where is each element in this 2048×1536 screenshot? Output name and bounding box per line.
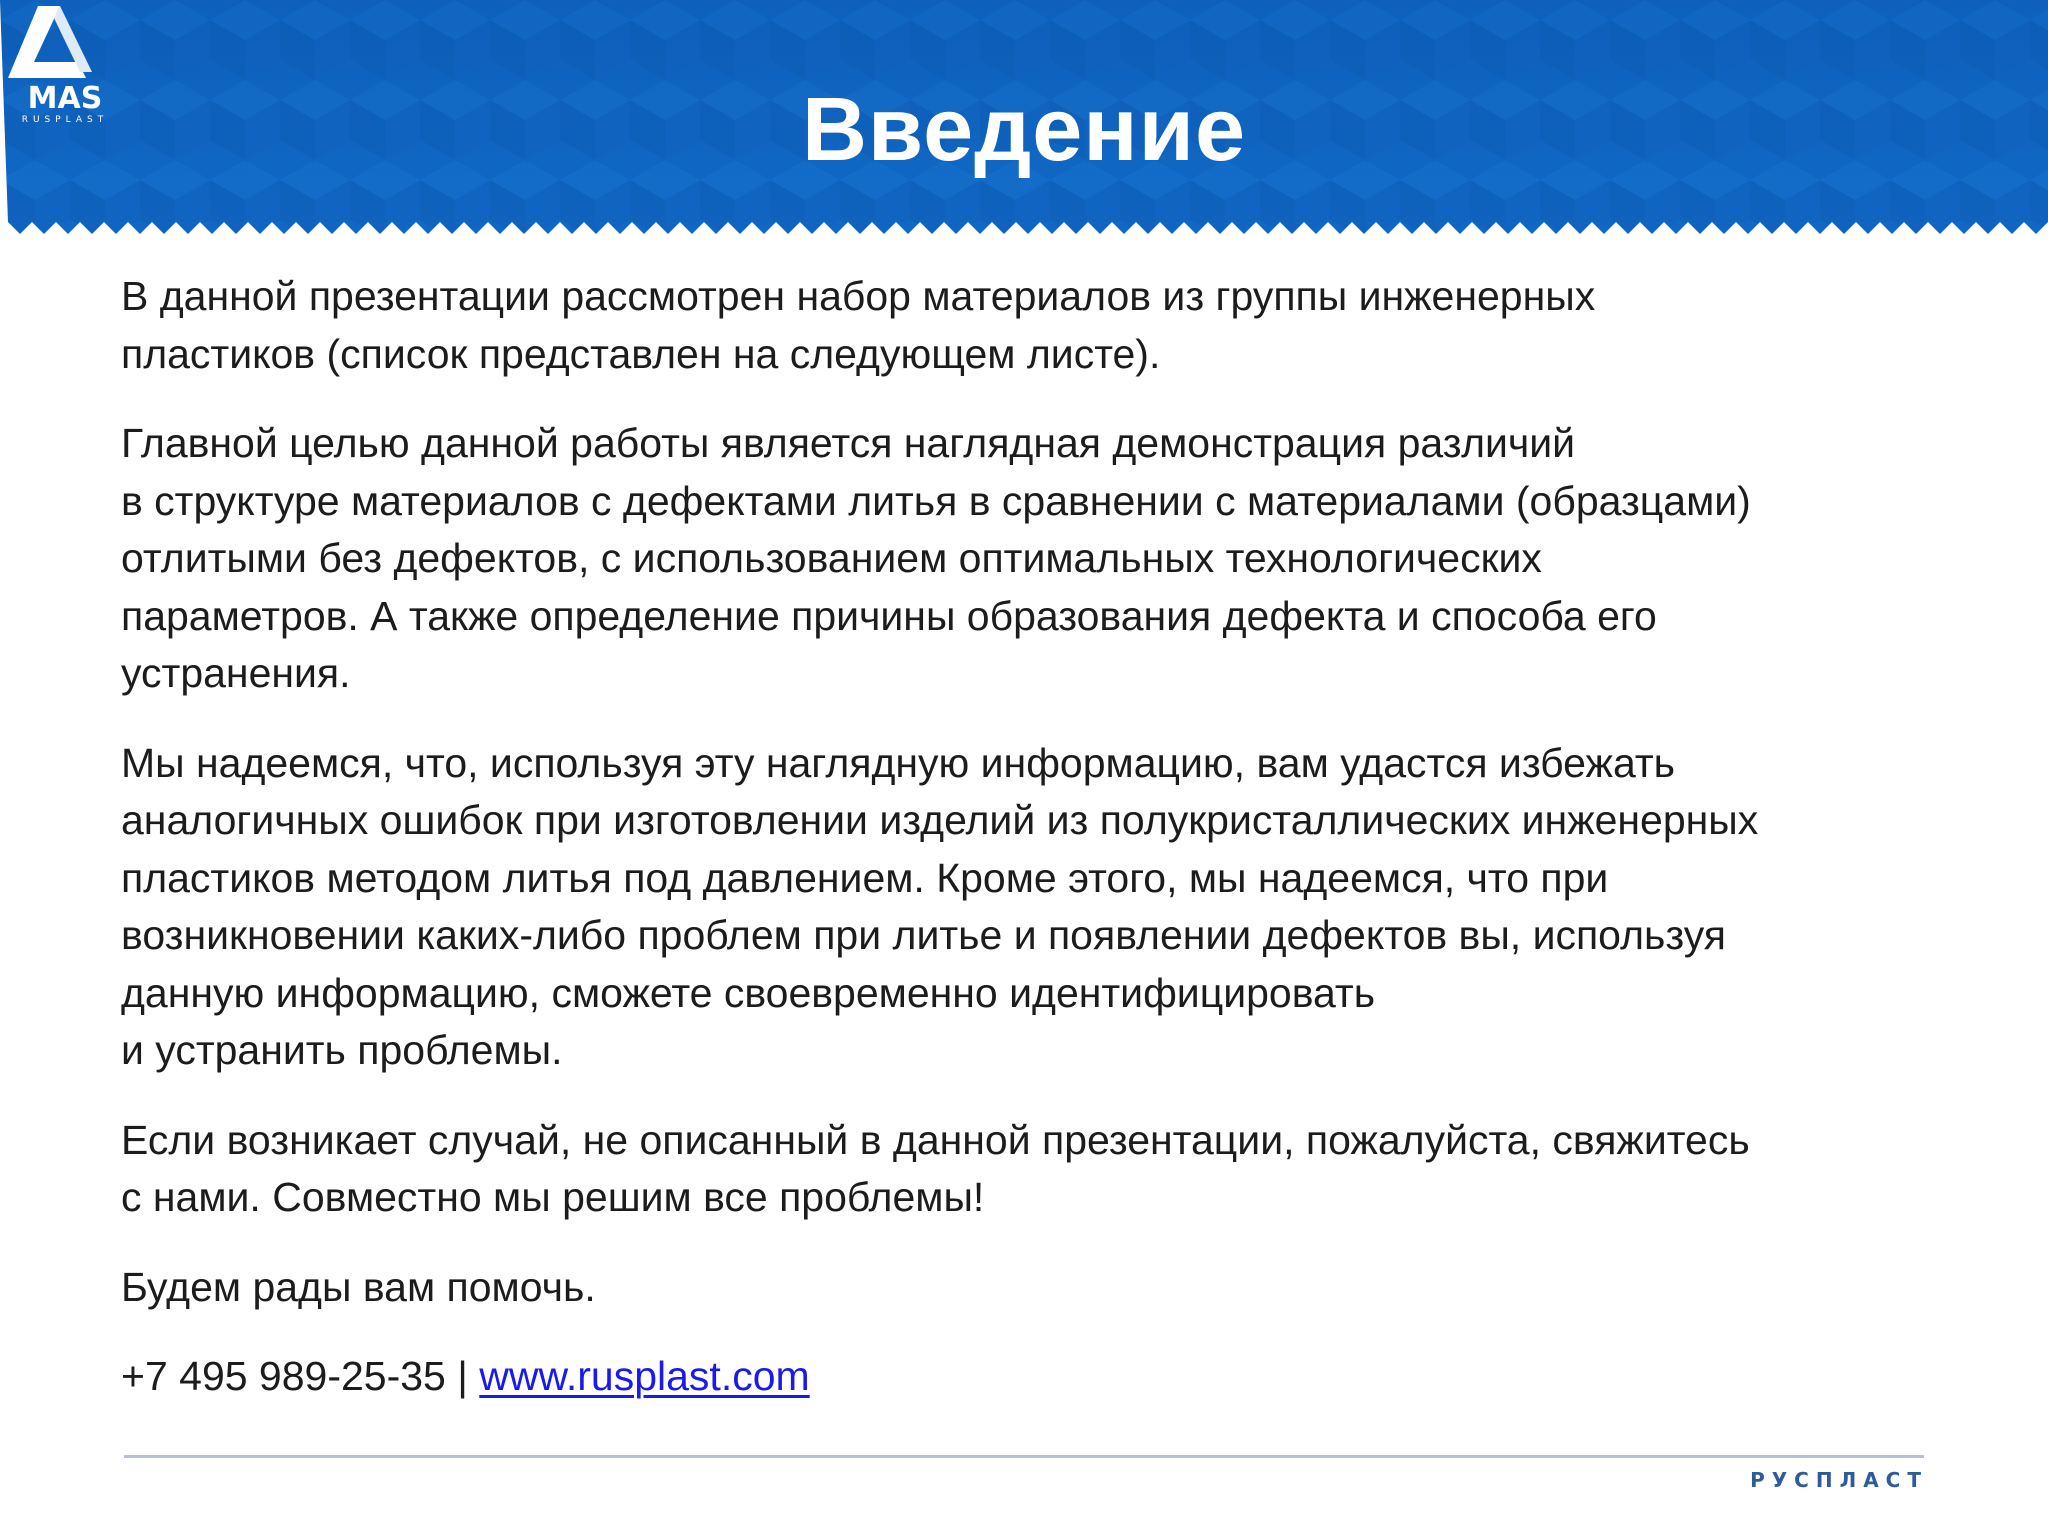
page-title-text: Введение xyxy=(801,80,1247,180)
paragraph-contact-us: Если возникает случай, не описанный в данной презентации, пожалуйста, свяжитесь с нами. Совместно мы решим все проблемы! xyxy=(121,1116,1750,1220)
website-link[interactable]: www.rusplast.com xyxy=(479,1353,810,1399)
paragraph-hope: Мы надеемся, что, используя эту наглядную информацию, вам удастся избежать аналогичных ошибок при изготовлении изделий из полукристаллических инженерных пластиков методом литья под давлением. Кроме этого, мы надеемся, что при возникновении каких-либо проблем при литье и появлении дефектов вы, используя данную информацию, сможете своевременно идентифицировать и устранить проблемы. xyxy=(121,739,1759,1073)
paragraph-glad-to-help: Будем рады вам помочь. xyxy=(121,1263,596,1310)
footer-brand: РУСПЛАСТ xyxy=(1750,1468,1928,1492)
contact-line xyxy=(121,1348,1981,1406)
logo-subtext: RUSPLAST xyxy=(21,115,109,124)
footer-divider xyxy=(124,1455,1924,1458)
page-title xyxy=(0,80,2048,180)
header-banner xyxy=(0,0,2048,236)
paragraph-goal: Главной целью данной работы является наглядная демонстрация различий в структуре материалов с дефектами литья в сравнении с материалами (образцами) отлитыми без дефектов, с использованием оптимальных технологических параметров. А также определение причины образования дефекта и способа его устранения. xyxy=(121,420,1751,696)
logo-text: MAS xyxy=(27,81,103,116)
phone-number: +7 495 989-25-35 xyxy=(121,1353,446,1399)
paragraph-intro: В данной презентации рассмотрен набор материалов из группы инженерных пластиков (список представлен на следующем листе). xyxy=(121,273,1596,377)
main-content xyxy=(121,268,1981,1406)
contact-separator: | xyxy=(445,1353,480,1399)
